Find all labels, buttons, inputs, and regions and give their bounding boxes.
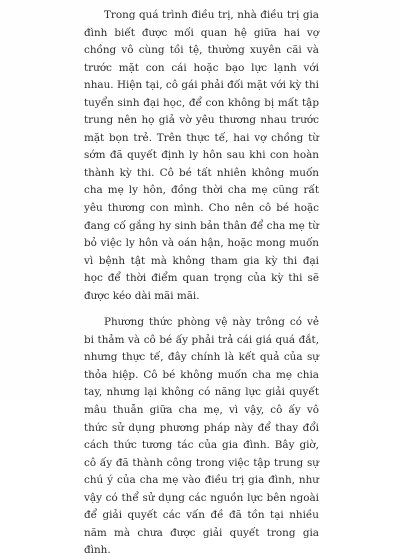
body-text — [84, 7, 319, 560]
paragraph-1: Trong quá trình điều trị, nhà điều trị gia đình biết được mối quan hệ giữa hai vợ chồng vô cùng tồi tệ, thường xuyên cãi và trước mặt con cái hoặc bạo lực lạnh với nhau. Hiện tại, cô gái phải đối mặt với kỳ thi tuyển sinh đại học, để con không bị mất tập trung nên họ giả vờ yêu thương nhau trước mặt bọn trẻ. Trên thực tế, hai vợ chồng từ sớm đã quyết định ly hôn sau khi con hoàn thành kỳ thi. Cô bé tất nhiên không muốn cha mẹ ly hôn, đồng thời cha mẹ cũng rất yêu thương con mình. Cho nên cô bé hoặc đang cố gắng hy sinh bản thân để cha mẹ từ bỏ việc ly hôn và oán hận, hoặc mong muốn vì bệnh tật mà không tham gia kỳ thi đại học để thời điểm quan trọng của kỳ thi sẽ được kéo dài mãi mãi. — [84, 9, 319, 302]
paragraph-2: Phương thức phòng vệ này trông có vẻ bi thảm và cô bé ấy phải trả cái giá quá đắt, nhưng thực tế, đây chính là kết quả của sự thỏa hiệp. Cô bé không muốn cha mẹ chia tay, nhưng lại không có năng lực giải quyết mâu thuẫn giữa cha mẹ, vì vậy, cô ấy vô thức sử dụng phương pháp này để thay đổi cách thức tương tác của gia đình. Bây giờ, cô ấy đã thành công trong việc tập trung sự chú ý của cha mẹ vào điều trị gia đình, như vậy có thể sử dụng các nguồn lực bên ngoài để giải quyết các vấn đề đã tồn tại nhiều năm mà chưa được giải quyết trong gia đình. — [84, 316, 319, 557]
